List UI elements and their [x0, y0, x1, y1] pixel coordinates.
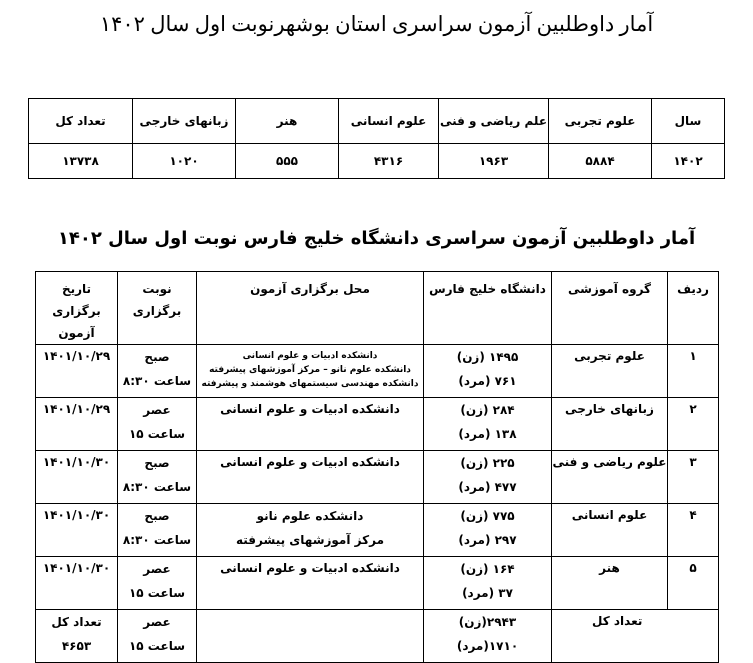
cell-row-number: ۳ — [668, 451, 719, 504]
header-group: گروه آموزشی — [552, 272, 668, 345]
shift-time: ساعت ۱۵ — [128, 639, 186, 653]
cell-shift — [118, 557, 197, 610]
shift-time: ساعت ۱۵ — [128, 427, 186, 441]
cell-shift — [118, 610, 197, 663]
cell-total: ۱۳۷۳۸ — [29, 144, 133, 179]
shift-period: عصر — [143, 562, 171, 576]
page-title: آمار داوطلبین آزمون سراسری استان بوشهرنوبت اول سال ۱۴۰۲ — [99, 12, 654, 36]
header-math-engineering: علم ریاضی و فنی — [439, 99, 549, 144]
cell-venue — [197, 451, 424, 504]
cell-row-number: ۱ — [668, 345, 719, 398]
header-date — [36, 272, 118, 345]
venue-line: مرکز آموزشهای پیشرفته — [235, 533, 384, 547]
header-total: تعداد کل — [29, 99, 133, 144]
venue-line: دانشکده ادبیات و علوم انسانی — [220, 402, 400, 416]
cell-year: ۱۴۰۲ — [652, 144, 725, 179]
cell-shift — [118, 504, 197, 557]
total-label: تعداد کل — [552, 610, 719, 663]
shift-period: عصر — [143, 615, 171, 629]
cell-shift — [118, 398, 197, 451]
cell-date: ۱۴۰۱/۱۰/۲۹ — [36, 345, 118, 398]
applicants-male: ۷۶۱ (مرد) — [458, 374, 517, 388]
header-foreign-languages: زبانهای خارجی — [133, 99, 236, 144]
table-row — [36, 557, 719, 610]
shift-time: ساعت ۸:۳۰ — [122, 480, 192, 494]
header-date-line1: تاریخ برگزاری — [52, 282, 101, 318]
cell-venue-empty — [197, 610, 424, 663]
applicants-male: ۴۷۷ (مرد) — [458, 480, 517, 494]
venue-line: دانشکده مهندسی سیستمهای هوشمند و پیشرفته — [201, 379, 419, 389]
section-title: آمار داوطلبین آزمون سراسری دانشگاه خلیج فارس نوبت اول سال ۱۴۰۲ — [57, 228, 696, 249]
cell-foreign-languages: ۱۰۲۰ — [133, 144, 236, 179]
cell-applicants — [424, 398, 552, 451]
cell-row-number: ۴ — [668, 504, 719, 557]
cell-date: ۱۴۰۱/۱۰/۳۰ — [36, 557, 118, 610]
applicants-female: ۱۴۹۵ (زن) — [456, 350, 519, 364]
cell-group: هنر — [552, 557, 668, 610]
cell-row-number: ۵ — [668, 557, 719, 610]
cell-group: علوم تجربی — [552, 345, 668, 398]
cell-applicants-total — [424, 610, 552, 663]
header-date-line2: آزمون — [58, 326, 95, 340]
venue-line: دانشکده علوم نانو – مرکز آموزشهای پیشرفته — [209, 365, 411, 375]
cell-shift — [118, 451, 197, 504]
table-row — [36, 451, 719, 504]
header-university: دانشگاه خلیج فارس — [424, 272, 552, 345]
header-year: سال — [652, 99, 725, 144]
cell-venue — [197, 398, 424, 451]
cell-date: ۱۴۰۱/۱۰/۳۰ — [36, 451, 118, 504]
cell-date: ۱۴۰۱/۱۰/۲۹ — [36, 398, 118, 451]
shift-period: صبح — [144, 456, 170, 470]
university-stats-table — [35, 271, 719, 663]
shift-period: عصر — [143, 403, 171, 417]
cell-art: ۵۵۵ — [236, 144, 339, 179]
shift-period: صبح — [144, 350, 170, 364]
applicants-female: ۲۸۴ (زن) — [460, 403, 515, 417]
cell-applicants — [424, 345, 552, 398]
cell-humanities: ۴۳۱۶ — [339, 144, 439, 179]
venue-line: دانشکده علوم نانو — [256, 509, 364, 523]
header-experimental-sciences: علوم تجربی — [549, 99, 652, 144]
table-header-row — [29, 99, 725, 144]
cell-group: علوم انسانی — [552, 504, 668, 557]
applicants-male: ۳۷ (مرد) — [462, 586, 513, 600]
shift-period: صبح — [144, 509, 170, 523]
applicants-female: ۲۲۵ (زن) — [460, 456, 515, 470]
cell-grand-total — [36, 610, 118, 663]
venue-line: دانشکده ادبیات و علوم انسانی — [220, 455, 400, 469]
table-row — [36, 345, 719, 398]
cell-experimental-sciences: ۵۸۸۴ — [549, 144, 652, 179]
cell-group: زبانهای خارجی — [552, 398, 668, 451]
cell-venue — [197, 557, 424, 610]
applicants-male-total: ۱۷۱۰(مرد) — [456, 639, 519, 653]
applicants-female: ۷۷۵ (زن) — [460, 509, 515, 523]
grand-total-value: ۴۶۵۳ — [61, 639, 92, 653]
applicants-female: ۱۶۴ (زن) — [460, 562, 515, 576]
applicants-female-total: ۲۹۴۳(زن) — [458, 615, 517, 629]
table-row — [29, 144, 725, 179]
shift-time: ساعت ۱۵ — [128, 586, 186, 600]
header-humanities: علوم انسانی — [339, 99, 439, 144]
table-row — [36, 504, 719, 557]
cell-applicants — [424, 557, 552, 610]
venue-line: دانشکده ادبیات و علوم انسانی — [220, 561, 400, 575]
cell-venue — [197, 345, 424, 398]
header-shift: نوبت برگزاری — [118, 272, 197, 345]
cell-date: ۱۴۰۱/۱۰/۳۰ — [36, 504, 118, 557]
applicants-male: ۱۳۸ (مرد) — [458, 427, 517, 441]
table-row — [36, 398, 719, 451]
header-row-number: ردیف — [668, 272, 719, 345]
cell-group: علوم ریاضی و فنی — [552, 451, 668, 504]
applicants-male: ۲۹۷ (مرد) — [458, 533, 517, 547]
shift-time: ساعت ۸:۳۰ — [122, 533, 192, 547]
cell-math-engineering: ۱۹۶۳ — [439, 144, 549, 179]
province-stats-table — [28, 98, 725, 179]
cell-applicants — [424, 451, 552, 504]
header-venue: محل برگزاری آزمون — [197, 272, 424, 345]
table-header-row — [36, 272, 719, 345]
grand-total-label: تعداد کل — [51, 615, 102, 629]
header-art: هنر — [236, 99, 339, 144]
total-row — [36, 610, 719, 663]
shift-time: ساعت ۸:۳۰ — [122, 374, 192, 388]
cell-row-number: ۲ — [668, 398, 719, 451]
venue-line: دانشکده ادبیات و علوم انسانی — [242, 351, 378, 361]
cell-applicants — [424, 504, 552, 557]
cell-shift — [118, 345, 197, 398]
cell-venue — [197, 504, 424, 557]
